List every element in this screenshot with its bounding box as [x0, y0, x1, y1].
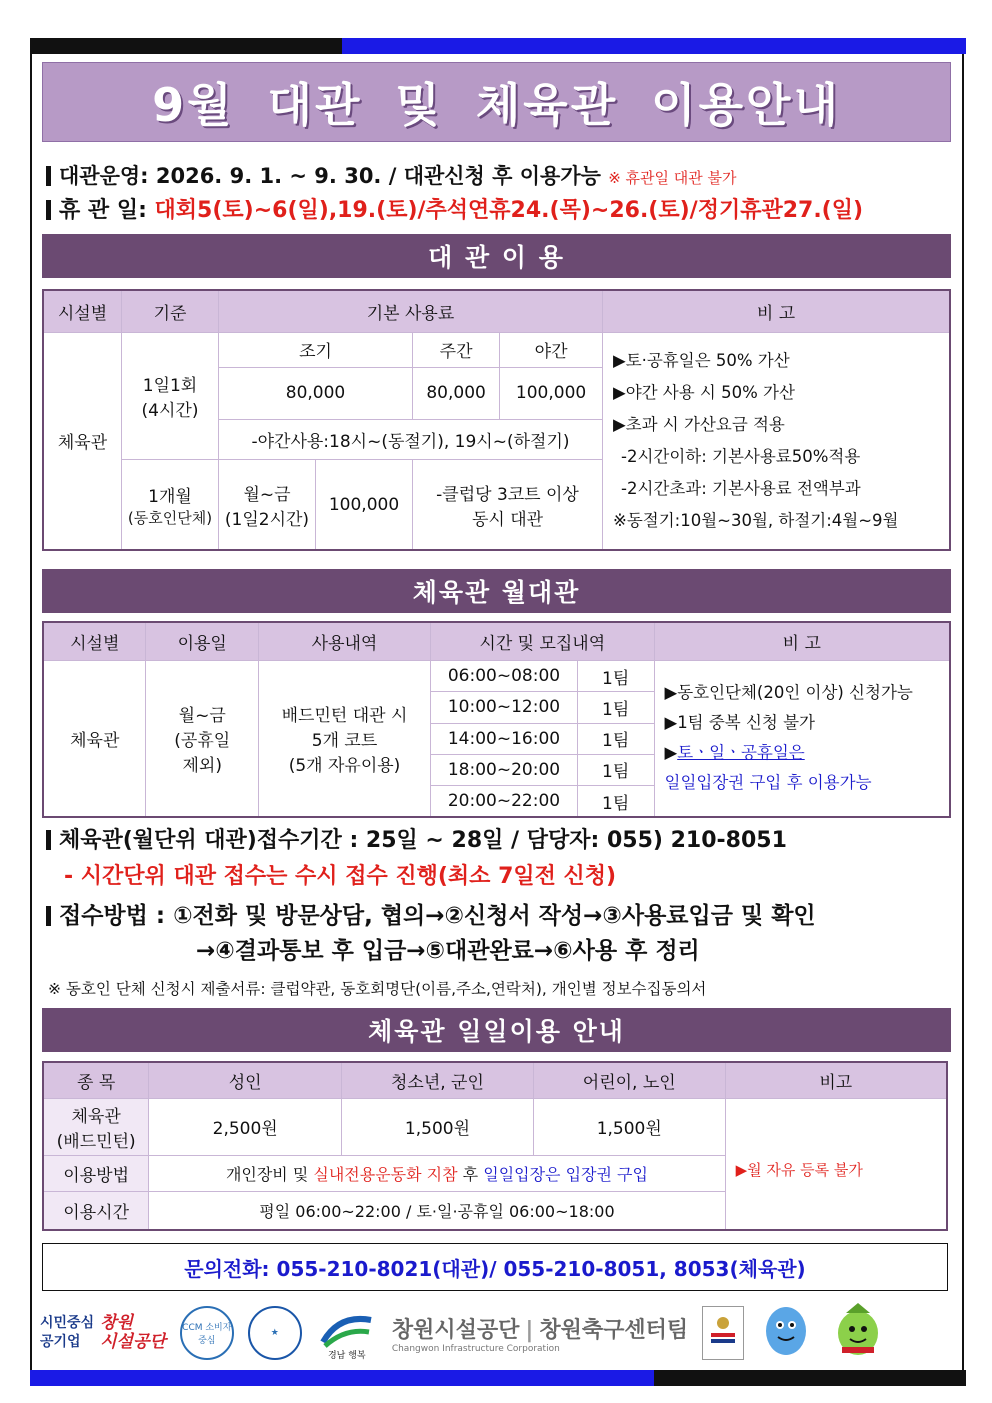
bottom-bar-black — [654, 1370, 966, 1386]
method-line-2: →④결과통보 후 입금→⑤대관완료→⑥사용 후 정리 — [196, 938, 700, 964]
operation-line — [46, 160, 737, 190]
daily-remark: ▶월 자유 등록 불가 — [725, 1098, 947, 1230]
th-type: 종 목 — [43, 1062, 149, 1098]
certification-badge-icon: ★ — [248, 1306, 302, 1360]
th-days: 이용일 — [146, 622, 258, 660]
operation-label: 대관운영: — [59, 164, 149, 188]
fee-early: 80,000 — [219, 367, 413, 419]
rental-remarks: ▶토·공휴일은 50% 가산 ▶야간 사용 시 50% 가산 ▶초과 시 가산요금 적용 -2시간이하: 기본사용료50%적용 -2시간초과: 기본사용료 전액부과 ※동절기:10월~30월, 하절기:4월~9월 — [603, 332, 951, 550]
section-monthly — [42, 569, 951, 613]
fee-day: 80,000 — [413, 367, 500, 419]
slot-time: 18:00~20:00 — [431, 754, 578, 785]
monthly-remarks: ▶동호인단체(20인 이상) 신청가능 ▶1팀 중복 신청 불가 ▶토ㆍ일ㆍ공휴일은 일일입장권 구입 후 이용가능 — [654, 660, 950, 817]
contact-text: 문의전화: 055-210-8021(대관)/ 055-210-8051, 8053(체육관) — [184, 1256, 806, 1281]
slot-day: 주간 — [413, 332, 500, 367]
section-rental — [42, 234, 951, 278]
time-label: 이용시간 — [43, 1192, 149, 1230]
th-slots: 시간 및 모집내역 — [431, 622, 654, 660]
page-title-box — [42, 62, 951, 142]
contact-box — [42, 1243, 948, 1291]
award-badge-icon — [702, 1306, 744, 1360]
closed-days: 대회5(토)~6(일),19.(토)/추석연휴24.(목)~26.(토)/정기휴관27.(일) — [154, 198, 864, 223]
monthly-basis-cell: 1개월 (동호인단체) — [122, 460, 219, 550]
monthly-table — [42, 621, 951, 818]
application-period-line: 체육관(월단위 대관)접수기간 : 25일 ~ 28일 / 담당자: 055) 210-8051 — [46, 823, 787, 854]
section-title: 체육관 월대관 — [412, 578, 581, 607]
slot-teams: 1팀 — [577, 660, 654, 691]
row-label: 체육관 (배드민턴) — [43, 1098, 149, 1155]
bullet-mark — [46, 906, 51, 926]
th-facility: 시설별 — [43, 290, 122, 332]
closed-line — [46, 193, 863, 224]
monthly-cond-cell: -클럽당 3코트 이상 동시 대관 — [413, 460, 603, 550]
ccm-badge-icon: CCM 소비자중심 — [180, 1306, 234, 1360]
monthly-days-cell: 월~금 (1일2시간) — [219, 460, 316, 550]
method-label: 이용방법 — [43, 1155, 149, 1191]
fee-child: 1,500원 — [533, 1098, 725, 1155]
fee-youth: 1,500원 — [342, 1098, 534, 1155]
slot-night: 야간 — [500, 332, 603, 367]
mascot-blue-icon — [758, 1301, 814, 1365]
rental-table — [42, 289, 951, 551]
logo-row — [40, 1302, 952, 1364]
th-youth: 청소년, 군인 — [342, 1062, 534, 1098]
fee-night: 100,000 — [500, 367, 603, 419]
bullet-mark — [46, 166, 51, 186]
facility-cell: 체육관 — [43, 332, 122, 550]
th-basis: 기준 — [122, 290, 219, 332]
gyeongnam-logo-icon: 경남 행복 — [316, 1305, 378, 1361]
hourly-line: - 시간단위 대관 접수는 수시 접수 진행(최소 7일전 신청) — [64, 864, 617, 889]
method-value: 개인장비 및 실내전용운동화 지참 후 일일입장은 입장권 구입 — [149, 1155, 725, 1191]
th-facility: 시설별 — [43, 622, 146, 660]
operation-period: 2026. 9. 1. ~ 9. 30. / 대관신청 후 이용가능 — [155, 164, 601, 188]
section-title: 체육관 일일이용 안내 — [368, 1017, 625, 1046]
slot-teams: 1팀 — [577, 786, 654, 817]
bullet-mark — [46, 830, 51, 850]
monthly-fee-cell: 100,000 — [316, 460, 413, 550]
slot-early: 조기 — [219, 332, 413, 367]
section-daily — [42, 1008, 951, 1052]
th-usage: 사용내역 — [258, 622, 430, 660]
days-cell: 월~금 (공휴일 제외) — [146, 660, 258, 817]
method-line-1: 접수방법 : ①전화 및 방문상담, 협의→②신청서 작성→③사용료입금 및 확인 — [46, 897, 816, 930]
usage-cell: 배드민턴 대관 시 5개 코트 (5개 자유이용) — [258, 660, 430, 817]
night-note: -야간사용:18시~(동절기), 19시~(하절기) — [219, 419, 603, 459]
top-bar-black — [30, 38, 342, 54]
slot-teams: 1팀 — [577, 723, 654, 754]
slot-time: 06:00~08:00 — [431, 660, 578, 691]
th-child: 어린이, 노인 — [533, 1062, 725, 1098]
corp-logo: 창원시설공단 | 창원축구센터팀 Changwon Infrastructure Corporation — [391, 1317, 689, 1354]
th-remark: 비고 — [725, 1062, 947, 1098]
th-fee: 기본 사용료 — [219, 290, 603, 332]
documents-note: ※ 동호인 단체 신청시 제출서류: 클럽약관, 동호회명단(이름,주소,연락처), 개인별 정보수집동의서 — [48, 980, 707, 998]
section-title: 대 관 이 용 — [428, 243, 565, 272]
th-adult: 성인 — [149, 1062, 342, 1098]
slot-time: 10:00~12:00 — [431, 692, 578, 723]
top-bar-blue — [342, 38, 966, 54]
facility-cell: 체육관 — [43, 660, 146, 817]
daily-basis-cell: 1일1회 (4시간) — [122, 332, 219, 459]
fee-adult: 2,500원 — [149, 1098, 342, 1155]
slot-time: 14:00~16:00 — [431, 723, 578, 754]
slogan-logo: 시민중심 공기업 창원 시설공단 — [40, 1313, 166, 1352]
closed-label: 휴 관 일: — [59, 198, 147, 223]
slot-time: 20:00~22:00 — [431, 786, 578, 817]
mascot-green-icon — [828, 1301, 888, 1365]
time-value: 평일 06:00~22:00 / 토·일·공휴일 06:00~18:00 — [149, 1192, 725, 1230]
slot-teams: 1팀 — [577, 692, 654, 723]
operation-note: ※ 휴관일 대관 불가 — [608, 169, 737, 187]
bullet-mark — [46, 200, 51, 220]
page-title: 9월 대관 및 체육관 이용안내 — [152, 78, 841, 132]
th-remark: 비 고 — [654, 622, 950, 660]
daily-table — [42, 1061, 948, 1231]
bottom-bar-blue — [30, 1370, 654, 1386]
th-remark: 비 고 — [603, 290, 951, 332]
slot-teams: 1팀 — [577, 754, 654, 785]
